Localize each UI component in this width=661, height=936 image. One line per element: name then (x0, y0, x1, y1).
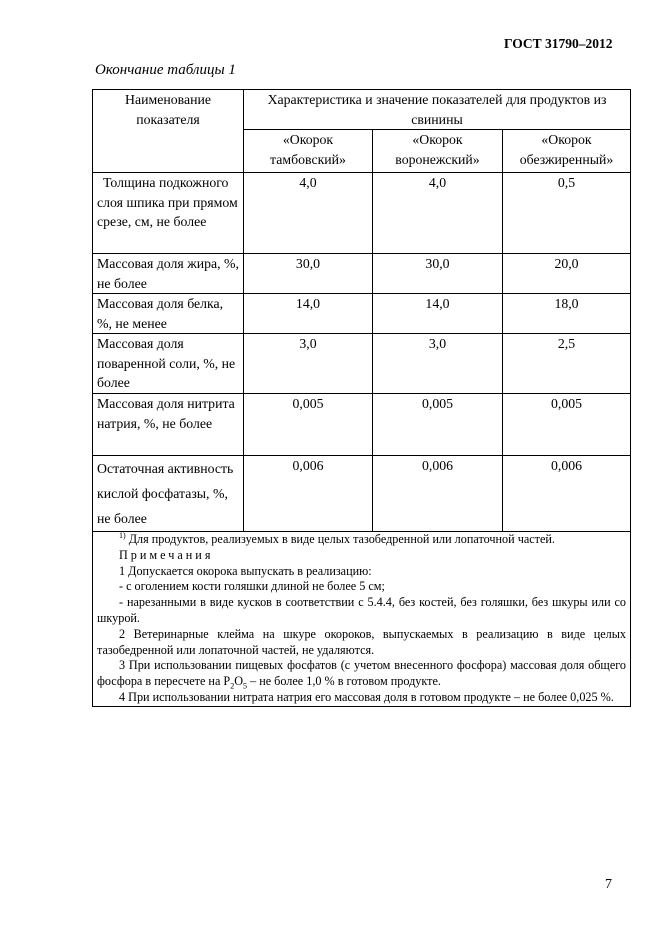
notes-title: Примечания (119, 547, 214, 562)
header-col-voronezh: «Окорок воронежский» (373, 130, 503, 173)
row-value: 0,006 (503, 456, 631, 532)
row-value: 30,0 (373, 254, 503, 294)
table-notes (93, 532, 631, 707)
header-characteristics: Характеристика и значение показателей для продуктов из свинины (244, 90, 631, 130)
row-value: 3,0 (244, 334, 373, 394)
table-row (93, 334, 631, 394)
row-value: 4,0 (373, 173, 503, 254)
header-indicator-name: Наименование показателя (93, 90, 244, 173)
footnote-mark: 1) (119, 530, 126, 540)
row-name: Массовая доля нитрита натрия, %, не более (93, 394, 244, 456)
row-name: Массовая доля белка, %, не менее (93, 294, 244, 334)
row-name: Остаточная активность кислой фосфатазы, %, не более (93, 456, 244, 532)
note-1a: - с оголением кости голяшки длиной не более 5 см; (119, 579, 385, 594)
table-row (93, 254, 631, 294)
row-name: Массовая доля поваренной соли, %, не более (93, 334, 244, 394)
table-row (93, 173, 631, 254)
header-col-lowfat: «Окорок обезжиренный» (503, 130, 631, 173)
table-row (93, 456, 631, 532)
table-row (93, 394, 631, 456)
row-value: 0,005 (373, 394, 503, 456)
row-value: 20,0 (503, 254, 631, 294)
note-2: 2 Ветеринарные клейма на шкуре окороков, выпускаемых в реализацию в виде целых тазобедренной или лопаточной частей, не удаляются. (97, 626, 627, 657)
standard-code: ГОСТ 31790–2012 (504, 36, 613, 51)
indicators-table (92, 89, 631, 707)
row-value: 0,006 (373, 456, 503, 532)
row-name: Толщина подкожного слоя шпика при прямом срезе, см, не более (93, 173, 244, 254)
row-value: 0,005 (244, 394, 373, 456)
row-value: 0,005 (503, 394, 631, 456)
row-value: 18,0 (503, 294, 631, 334)
table-row (93, 294, 631, 334)
row-value: 14,0 (244, 294, 373, 334)
note-1: 1 Допускается окорока выпускать в реализацию: (119, 563, 372, 578)
row-value: 4,0 (244, 173, 373, 254)
footnote-text: Для продуктов, реализуемых в виде целых тазобедренной или лопаточной частей. (128, 532, 555, 546)
row-value: 0,5 (503, 173, 631, 254)
row-value: 14,0 (373, 294, 503, 334)
note-3: 3 При использовании пищевых фосфатов (с учетом внесенного фосфора) массовая доля общего фосфора в пересчете на $P_2O_5$ – не более 1,0 % в готовом продукте. (97, 658, 627, 691)
page-number: 7 (605, 877, 612, 892)
row-value: 2,5 (503, 334, 631, 394)
note-4: 4 При использовании нитрата натрия его массовая доля в готовом продукте – не более 0,025 %. (119, 689, 614, 704)
row-value: 0,006 (244, 456, 373, 532)
table-caption: Окончание таблицы 1 (95, 62, 236, 78)
row-value: 3,0 (373, 334, 503, 394)
note-1b: - нарезанными в виде кусков в соответствии с 5.4.4, без костей, без голяшки, без шкуры или со шкурой. (97, 595, 627, 625)
header-col-tambov: «Окорок тамбовский» (244, 130, 373, 173)
row-name: Массовая доля жира, %, не более (93, 254, 244, 294)
row-value: 30,0 (244, 254, 373, 294)
